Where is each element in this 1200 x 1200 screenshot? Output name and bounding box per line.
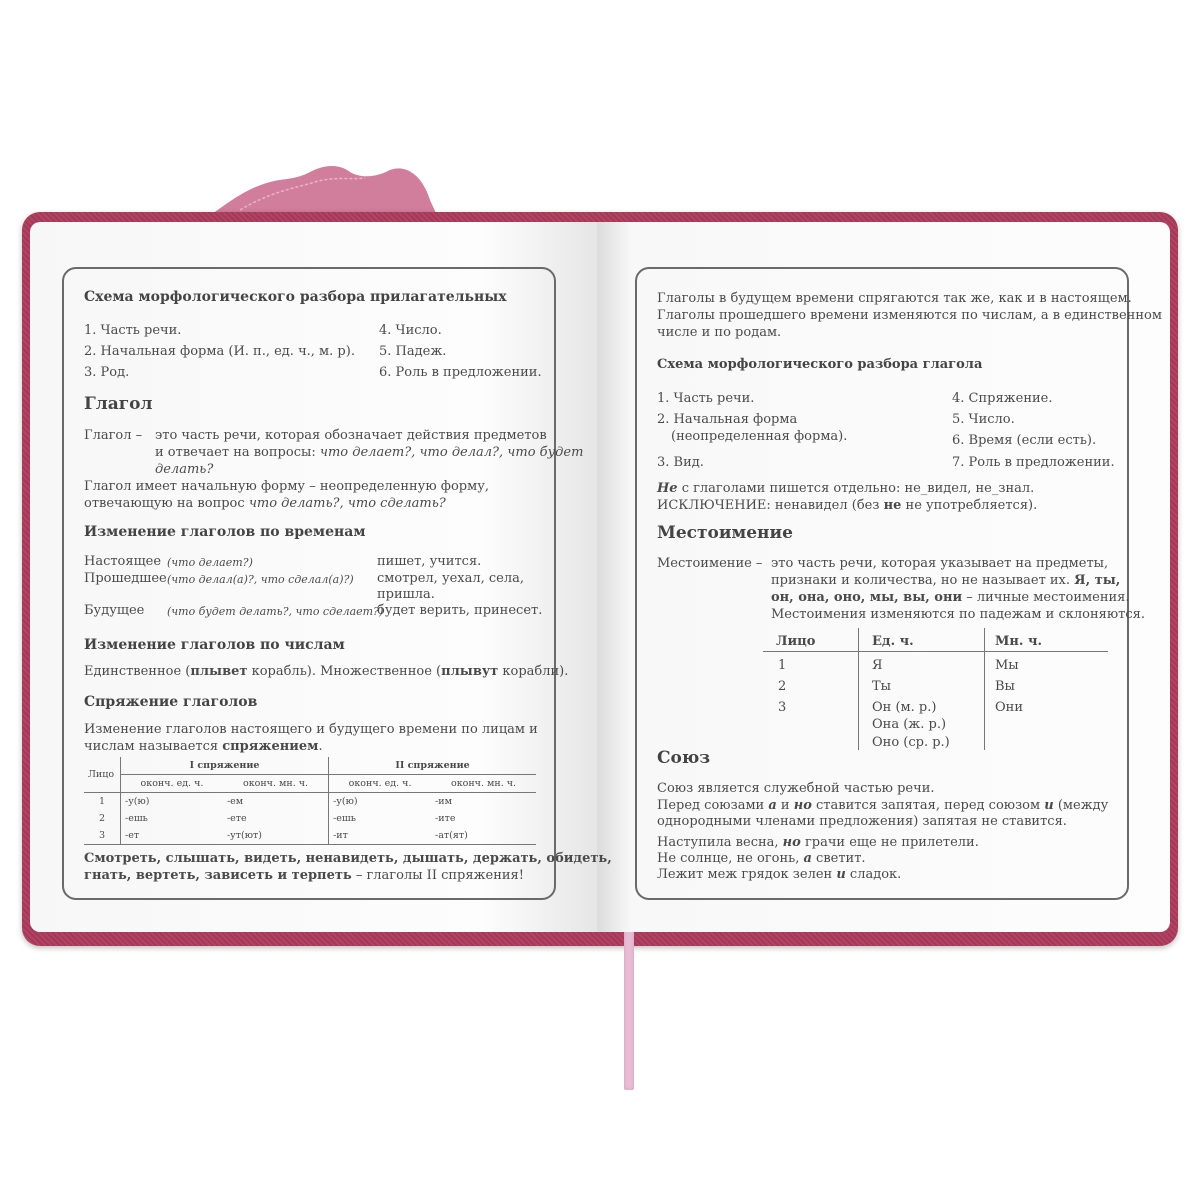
- conj-text: числам называется спряжением.: [84, 739, 323, 754]
- tense-heading: Изменение глаголов по временам: [84, 524, 366, 540]
- table-header: II спряжение: [329, 757, 536, 775]
- table-divider: [984, 628, 985, 750]
- pronoun-table-header: Ед. ч.: [872, 634, 914, 649]
- table-cell: -ат(ят): [435, 830, 468, 841]
- pronoun-def: признаки и количества, но не называет их. Я, ты,: [771, 573, 1121, 588]
- tense-name: Настоящее: [84, 554, 162, 569]
- table-header: Лицо: [84, 757, 121, 793]
- ne-rule: Не с глаголами пишется отдельно: не_видел, не_знал.: [657, 481, 1035, 496]
- union-text: Перед союзами а и но ставится запятая, перед союзом и (между: [657, 798, 1109, 813]
- pronoun-cell: Он (м. р.): [872, 700, 937, 715]
- future-text: Глаголы в будущем времени спрягаются так же, как и в настоящем.: [657, 291, 1132, 306]
- table-subheader: оконч. ед. ч.: [348, 778, 412, 789]
- verb-item: 2. Начальная форма: [657, 412, 798, 427]
- pronoun-cell: Я: [872, 658, 883, 673]
- table-row: [84, 793, 536, 811]
- table-cell: -ет: [125, 830, 140, 841]
- table-cell: 1: [84, 793, 121, 811]
- tense-example: смотрел, уехал, села,: [377, 571, 525, 586]
- pronoun-def: Местоимения изменяются по падежам и склоняются.: [771, 607, 1145, 622]
- table-row: [84, 810, 536, 827]
- verb-def-text: отвечающую на вопрос что делать?, что сделать?: [84, 496, 446, 511]
- pronoun-cell: 2: [778, 679, 787, 694]
- verb-item: 4. Спряжение.: [952, 391, 1053, 406]
- verb-item: 5. Число.: [952, 412, 1015, 427]
- pronoun-cell: Она (ж. р.): [872, 717, 947, 732]
- table-cell: -им: [435, 796, 452, 807]
- ribbon-bookmark[interactable]: [624, 930, 634, 1090]
- table-cell: -ешь: [333, 813, 356, 824]
- pronoun-table-header: Мн. ч.: [995, 634, 1042, 649]
- tense-example: пришла.: [377, 587, 435, 602]
- pronoun-def: это часть речи, которая указывает на предметы,: [771, 556, 1109, 571]
- table-subheader: оконч. мн. ч.: [450, 778, 517, 789]
- table-divider: [858, 628, 859, 750]
- conj-heading: Спряжение глаголов: [84, 694, 258, 710]
- table-cell: -ит: [333, 830, 348, 841]
- table-cell: 3: [84, 827, 121, 845]
- future-text: Глаголы прошедшего времени изменяются по числам, а в единственном: [657, 308, 1162, 323]
- pronoun-cell: Ты: [872, 679, 892, 694]
- tense-example: будет верить, принесет.: [377, 603, 543, 618]
- verb-def-text: и отвечает на вопросы: что делает?, что делал?, что будет: [155, 445, 584, 460]
- verb-def-term: Глагол –: [84, 428, 143, 443]
- verb-scheme-title: Схема морфологического разбора глагола: [657, 357, 983, 372]
- adj-item: 2. Начальная форма (И. п., ед. ч., м. р).: [84, 344, 355, 359]
- verb-def-text: Глагол имеет начальную форму – неопределенную форму,: [84, 479, 489, 494]
- table-cell: -ем: [223, 793, 329, 811]
- verb-def-text: это часть речи, которая обозначает действия предметов: [155, 428, 547, 443]
- table-subheader: оконч. мн. ч.: [223, 775, 329, 793]
- pronoun-def: он, она, оно, мы, вы, они – личные местоимения.: [771, 590, 1130, 605]
- number-heading: Изменение глаголов по числам: [84, 637, 345, 653]
- union-example: Лежит меж грядок зелен и сладок.: [657, 867, 902, 882]
- verb-item: 7. Роль в предложении.: [952, 455, 1115, 470]
- pronoun-cell: Вы: [995, 679, 1015, 694]
- pronoun-heading: Местоимение: [657, 523, 793, 543]
- table-subheader: оконч. ед. ч.: [140, 778, 204, 789]
- pronoun-term: Местоимение –: [657, 556, 763, 571]
- adj-item: 6. Роль в предложении.: [379, 365, 542, 380]
- table-cell: 2: [84, 810, 121, 827]
- table-divider: [763, 651, 1108, 652]
- conjugation-table: [84, 757, 536, 845]
- adj-scheme-title: Схема морфологического разбора прилагательных: [84, 289, 507, 305]
- number-text: Единственное (плывет корабль). Множественное (плывут корабли).: [84, 664, 569, 679]
- verb-heading: Глагол: [84, 394, 153, 414]
- verb-item: (неопределенная форма).: [671, 429, 848, 444]
- table-cell: -ите: [435, 813, 456, 824]
- ne-exception: ИСКЛЮЧЕНИЕ: ненавидел (без не не употребляется).: [657, 498, 1038, 513]
- tense-example: пишет, учится.: [377, 554, 482, 569]
- verb-item: 1. Часть речи.: [657, 391, 755, 406]
- adj-item: 4. Число.: [379, 323, 442, 338]
- table-header: I спряжение: [121, 757, 329, 775]
- pronoun-cell: 3: [778, 700, 787, 715]
- verb-item: 6. Время (если есть).: [952, 433, 1097, 448]
- pronoun-cell: Оно (ср. р.): [872, 735, 950, 750]
- union-text: однородными членами предложения) запятая не ставится.: [657, 814, 1067, 829]
- pronoun-cell: Мы: [995, 658, 1019, 673]
- tense-question: (что будет делать?, что сделает?): [167, 605, 384, 618]
- verb-item: 3. Вид.: [657, 455, 704, 470]
- table-cell: -ете: [223, 810, 329, 827]
- tense-name: Будущее: [84, 603, 145, 618]
- exception-text: Смотреть, слышать, видеть, ненавидеть, дышать, держать, обидеть,: [84, 851, 612, 866]
- tense-question: (что делает?): [167, 556, 253, 569]
- adj-item: 3. Род.: [84, 365, 130, 380]
- table-cell: -у(ю): [333, 796, 358, 807]
- verb-def-text: делать?: [155, 462, 214, 477]
- conj-text: Изменение глаголов настоящего и будущего времени по лицам и: [84, 722, 538, 737]
- tense-question: (что делал(а)?, что сделал(а)?): [167, 573, 354, 586]
- exception-text: гнать, вертеть, зависеть и терпеть – глаголы II спряжения!: [84, 868, 524, 883]
- pronoun-cell: 1: [778, 658, 787, 673]
- tense-name: Прошедшее: [84, 571, 167, 586]
- union-example: Не солнце, не огонь, а светит.: [657, 851, 866, 866]
- union-text: Союз является служебной частью речи.: [657, 781, 935, 796]
- table-cell: -ут(ют): [223, 827, 329, 845]
- table-row: [84, 827, 536, 845]
- adj-item: 1. Часть речи.: [84, 323, 182, 338]
- pronoun-cell: Они: [995, 700, 1023, 715]
- adj-item: 5. Падеж.: [379, 344, 447, 359]
- table-cell: -ешь: [125, 813, 148, 824]
- pronoun-table-header: Лицо: [776, 634, 816, 649]
- table-cell: -у(ю): [125, 796, 150, 807]
- union-heading: Союз: [657, 748, 711, 768]
- future-text: числе и по родам.: [657, 325, 782, 340]
- union-example: Наступила весна, но грачи еще не прилетели.: [657, 835, 979, 850]
